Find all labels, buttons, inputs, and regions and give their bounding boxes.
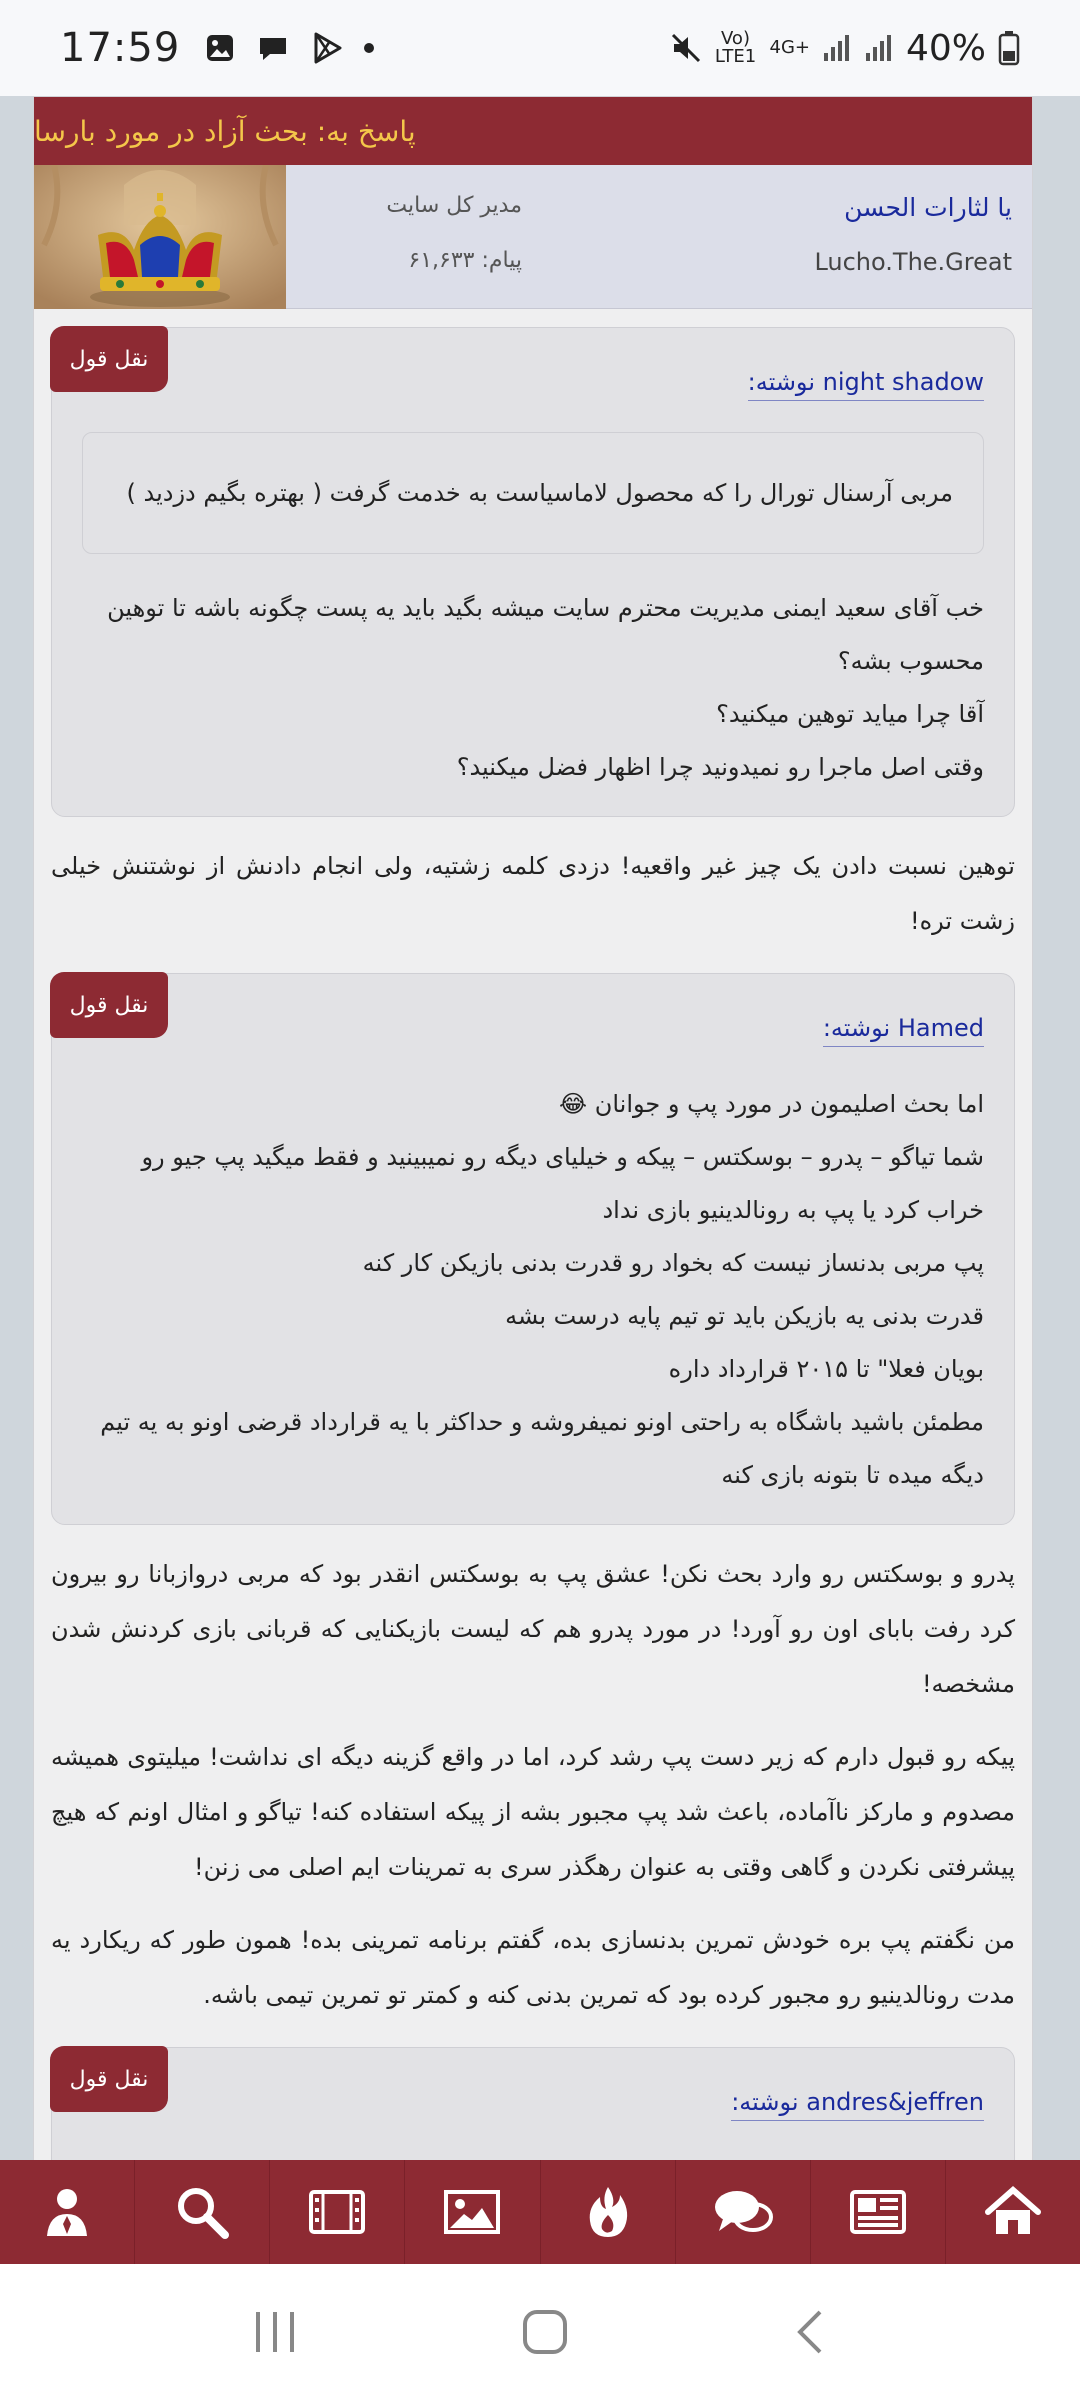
author-subtitle: Lucho.The.Great [814, 248, 1012, 276]
author-meta [286, 165, 546, 308]
home-icon [984, 2186, 1042, 2238]
search-icon [175, 2185, 229, 2239]
battery-icon [998, 30, 1020, 66]
quote-button[interactable]: نقل قول [50, 326, 168, 392]
quote-button[interactable]: نقل قول [50, 972, 168, 1038]
nav-profile[interactable] [0, 2160, 134, 2264]
quote-author[interactable]: night shadow [822, 368, 984, 396]
quote-line: وقتی اصل ماجرا رو نمیدونید چرا اظهار فضل میکنید؟ [456, 753, 984, 781]
quote-header [82, 2048, 984, 2152]
video-icon [309, 2190, 365, 2234]
quote-button[interactable]: نقل قول [50, 2046, 168, 2112]
forum-post [33, 96, 1033, 2260]
nav-news[interactable] [810, 2160, 945, 2264]
quote-line: قدرت بدنی یه بازیکن باید تو تیم پایه درست بشه [505, 1302, 984, 1330]
nested-quote: مربی آرسنال تورال را که محصول لاماسیاست به خدمت گرفت ( بهتره بگیم دزدید ) [82, 432, 984, 554]
post-paragraph: من نگفتم پپ بره خودش تمرین بدنسازی بده، گفتم برنامه تمرینی بده! همون طور که ریکارد یه مدت رونالدینیو رو مجبور کرده بود که تمرین بدنی کنه و کمتر تو تمرین تیمی باشه. [51, 1926, 1015, 2009]
post-title[interactable]: پاسخ به: بحث آزاد در مورد بارسا [34, 97, 1032, 165]
quote-line: اما بحث اصلیمون در مورد پپ و جوانان 😂 [559, 1090, 984, 1118]
author-header [34, 165, 1032, 309]
quote-block-2 [51, 973, 1015, 1525]
quote-line: شما تیاگو – پدرو – بوسکتس – پیکه و خیلیای دیگه رو نمیبینید و فقط میگید پپ جیو رو خراب کرد یا پپ به رونالدینیو بازی نداد [141, 1143, 984, 1224]
news-icon [850, 2190, 906, 2234]
user-icon [43, 2186, 91, 2238]
play-store-icon [310, 31, 344, 65]
home-button-icon[interactable] [521, 2308, 569, 2356]
quote-header [82, 328, 984, 420]
signal-icon-2 [864, 33, 894, 63]
author-role: مدیر کل سایت [386, 193, 522, 218]
wrote-label: نوشته: [731, 2088, 799, 2116]
nav-gallery[interactable] [404, 2160, 539, 2264]
nav-search[interactable] [134, 2160, 269, 2264]
quote-line: مطمئن باشید باشگاه به راحتی اونو نمیفروشه و حداکثر با یه قرارداد قرضی اونو به یه تیم دیگه میده تا بتونه بازی کنه [100, 1408, 984, 1489]
gallery-notification-icon [204, 32, 236, 64]
nav-forum[interactable] [675, 2160, 810, 2264]
quote-line: بویان فعلا" تا ۲۰۱۵ قرارداد داره [668, 1355, 984, 1383]
quote-line: پپ مربی بدنساز نیست که بخواد رو قدرت بدنی بازیکن کار کنه [362, 1249, 984, 1277]
system-nav [0, 2264, 1080, 2400]
nav-hot[interactable] [540, 2160, 675, 2264]
signal-icon-1 [822, 33, 852, 63]
chat-notification-icon [256, 32, 290, 64]
quote-line: خب آقای سعید ایمنی مدیریت محترم سایت میشه بگید باید یه پست چگونه باشه تا توهین محسوب بشه؟ [107, 594, 984, 675]
recent-apps-icon[interactable] [250, 2310, 300, 2354]
quote-block-1 [51, 327, 1015, 817]
back-icon[interactable] [790, 2308, 830, 2356]
chat-icon [713, 2187, 773, 2237]
crown-avatar-icon [34, 165, 286, 309]
nav-videos[interactable] [269, 2160, 404, 2264]
forum-page[interactable] [0, 96, 1080, 2260]
bottom-nav [0, 2160, 1080, 2264]
author-avatar[interactable] [34, 165, 286, 309]
author-name[interactable]: یا لثارات الحسن [844, 193, 1012, 222]
author-post-count: پیام: ۶۱,۶۳۳ [408, 248, 522, 273]
battery-percent: 40% [905, 27, 986, 69]
nav-home[interactable] [945, 2160, 1080, 2264]
fire-icon [586, 2185, 630, 2239]
mute-icon [670, 32, 702, 64]
author-info [546, 165, 1032, 308]
quote-header [82, 974, 984, 1078]
post-paragraph: پدرو و بوسکتس رو وارد بحث نکن! عشق پپ به بوسکتس انقدر بود که مربی دروازبانا رو بیرون کرد رفت بابای اون رو آورد! در مورد پدرو هم که لیست بازیکنایی که قربانی بازی کردنش شدن مشخصه! [51, 1560, 1015, 1698]
status-time: 17:59 [60, 25, 181, 71]
quote-author[interactable]: Hamed [897, 1014, 984, 1042]
network-type: 4G+ [769, 37, 810, 58]
dot-icon [364, 43, 374, 53]
wrote-label: نوشته: [747, 368, 816, 396]
image-icon [444, 2190, 500, 2234]
post-paragraph: پیکه رو قبول دارم که زیر دست پپ رشد کرد، اما در واقع گزینه دیگه ای نداشت! میلیتوی همیشه مصدوم و مارکز ناآماده، باعث شد پپ مجبور بشه از پیکه استفاده کنه! تیاگو و امثال اونم که هیچ پیشرفتی نکردن و گاهی وقتی به عنوان رهگذر سری به تمرینات ایم اصلی می زنن! [51, 1743, 1015, 1881]
status-bar [0, 0, 1080, 96]
post-paragraph: توهین نسبت دادن یک چیز غیر واقعیه! دزدی کلمه زشتیه، ولی انجام دادنش از نوشتنش خیلی زشت تره! [51, 852, 1015, 935]
quote-line: آقا چرا میاید توهین میکنید؟ [716, 700, 984, 728]
volte-indicator: Vo) LTE1 [714, 28, 757, 67]
quote-author[interactable]: andres&jeffren [806, 2088, 984, 2116]
wrote-label: نوشته: [822, 1014, 891, 1042]
